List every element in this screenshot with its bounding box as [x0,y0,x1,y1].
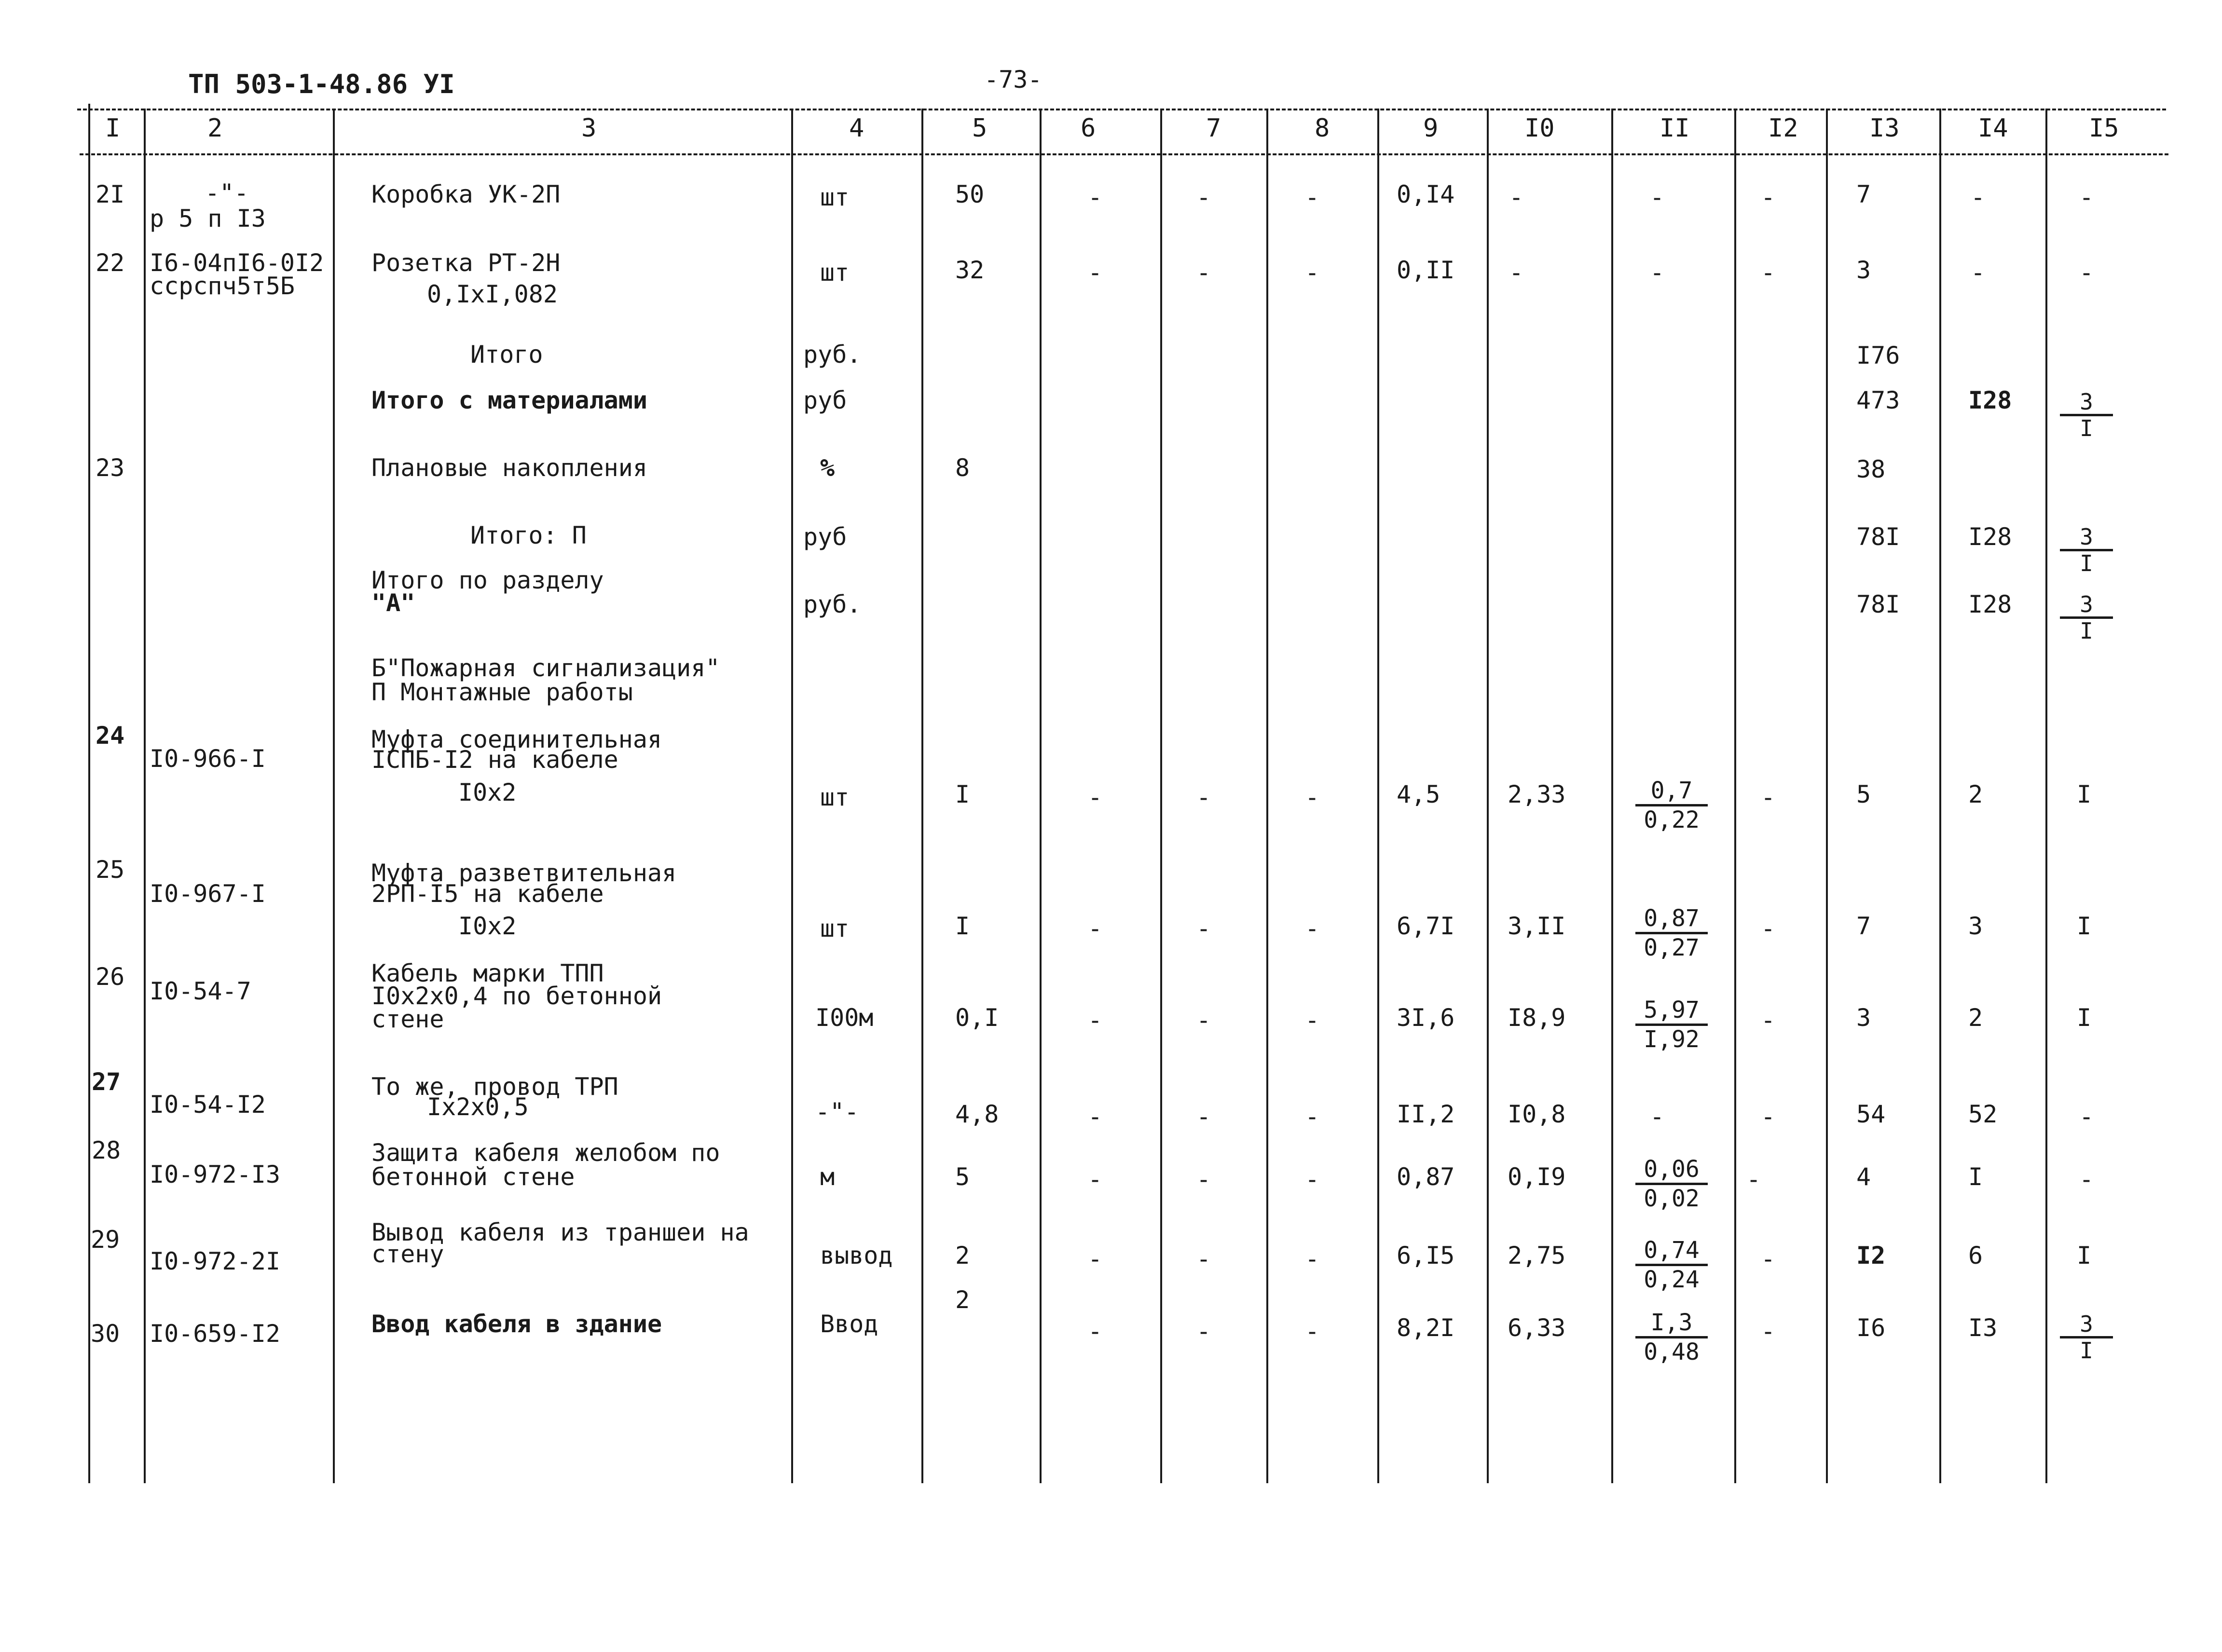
col-header-13: I3 [1869,114,1900,143]
col-header-1: I [105,114,121,143]
cell-c7: - [1196,1317,1211,1345]
cell-c15: I [2077,1004,2092,1032]
item-name: Розетка РТ-2Н [371,249,561,277]
section-title: Б"Пожарная сигнализация" [371,654,720,682]
item-name: Кабель марки ТПП [371,959,604,987]
column-rule [1734,109,1736,1483]
cell-c13: 3 [1856,1004,1871,1032]
numerator: 3 [2060,593,2113,619]
norm-code: I0-54-I2 [150,1091,266,1119]
cell-c14: I28 [1968,386,2012,414]
item-name: 2РП-I5 на кабеле [371,880,604,908]
item-name: I0х2х0,4 по бетонной [371,982,662,1010]
cell-c12: - [1761,259,1776,287]
cell-c7: - [1196,1006,1211,1034]
row-number: 30 [91,1320,120,1348]
cell-c13: 4 [1856,1163,1871,1191]
cell-c11-fraction [1635,1239,1708,1291]
cell-c10: 0,I9 [1508,1163,1566,1191]
column-rule [1040,109,1042,1483]
col-header-5: 5 [972,114,988,143]
column-rule [1487,109,1489,1483]
cell-c8: - [1305,1317,1320,1345]
item-name: I0х2 [458,912,517,940]
cell-c15: - [2079,259,2094,287]
item-name: Iх2х0,5 [427,1093,529,1121]
item-name: стене [371,1005,444,1033]
cell-c6: - [1088,915,1103,942]
cell-c13: I2 [1856,1242,1886,1270]
cell-c5: I [955,912,970,940]
item-name: Коробка УК-2П [371,180,561,208]
denominator: I [2080,415,2093,441]
col-header-9: 9 [1423,114,1439,143]
cell-c12: - [1761,915,1776,942]
cell-c13: 54 [1856,1100,1886,1128]
header-top-rule [77,109,2166,110]
cell-c8: - [1305,1006,1320,1034]
cell-c13: I6 [1856,1314,1886,1342]
cell-c9: 3I,6 [1397,1004,1455,1032]
cell-c15: I [2077,1242,2092,1270]
denominator: 0,27 [1644,934,1700,961]
row-number: 28 [92,1136,121,1164]
item-name: IСПБ-I2 на кабеле [371,746,618,774]
cell-c5: 8 [955,454,970,482]
cell-c14: I28 [1968,523,2012,551]
col-header-2: 2 [207,114,223,143]
unit: % [820,454,835,482]
cell-c12: - [1746,1165,1761,1193]
cell-c11-fraction [1635,1158,1708,1210]
row-number: 2I [96,180,125,208]
denominator: 0,48 [1644,1338,1700,1365]
denominator: I,92 [1644,1026,1700,1053]
cell-c7: - [1196,259,1211,287]
item-name: То же, провод ТРП [371,1073,618,1101]
cell-c8: - [1305,183,1320,211]
cell-c15: I [2077,912,2092,940]
cell-c14: I3 [1968,1314,1998,1342]
cell-c15-fraction [2060,526,2113,574]
norm-code: I0-972-2I [150,1247,280,1275]
row-number: 25 [96,856,125,884]
cell-c7: - [1196,1165,1211,1193]
cell-c9: 0,II [1397,256,1455,284]
norm-code: р 5 п I3 [150,205,266,232]
item-name: Вывод кабеля из траншеи на [371,1218,749,1246]
cell-c8: - [1305,783,1320,811]
cell-c12: - [1761,1317,1776,1345]
cell-c14: 3 [1968,912,1983,940]
cell-c12: - [1761,1006,1776,1034]
cell-c9: 4,5 [1397,780,1440,808]
item-name: стену [371,1240,444,1268]
unit: руб. [803,341,862,369]
col-header-10: I0 [1524,114,1555,143]
cell-c6: - [1088,1165,1103,1193]
cell-c5: 32 [955,256,985,284]
norm-code: ссрспч5т5Б [150,272,295,300]
cell-c5: 4,8 [955,1100,999,1128]
cell-c5: 2 [955,1286,970,1314]
col-header-4: 4 [849,114,864,143]
page-number: -73- [984,66,1042,94]
norm-code: I0-659-I2 [150,1320,280,1348]
cell-c15-fraction [2060,391,2113,439]
item-name: Защита кабеля желобом по [371,1139,720,1167]
unit: Ввод [820,1310,878,1338]
cell-c10: I8,9 [1508,1004,1566,1032]
cell-c8: - [1305,1103,1320,1131]
col-header-7: 7 [1206,114,1221,143]
item-name: "А" [371,589,415,617]
cell-c7: - [1196,1245,1211,1273]
header-bottom-rule [80,153,2168,155]
norm-code: I0-972-I3 [150,1160,280,1188]
item-name: Итого по разделу [371,566,604,594]
cell-c12: - [1761,183,1776,211]
cell-c13: 78I [1856,590,1900,618]
cell-c13: I76 [1856,341,1900,369]
cell-c5: 5 [955,1163,970,1191]
cell-c8: - [1305,915,1320,942]
column-rule [144,109,146,1483]
item-name: Плановые накопления [371,454,647,482]
cell-c5: 50 [955,180,985,208]
unit: руб [803,523,847,551]
cell-c11-fraction [1635,998,1708,1051]
unit: вывод [820,1242,893,1270]
col-header-3: 3 [581,114,597,143]
cell-c14: - [1971,259,1986,287]
unit: шт [820,183,850,211]
column-rule [2045,109,2047,1483]
cell-c6: - [1088,1006,1103,1034]
cell-c5: 2 [955,1242,970,1270]
numerator: 0,7 [1635,779,1708,806]
column-rule [791,109,793,1483]
column-rule [921,109,923,1483]
column-rule [1266,109,1268,1483]
denominator: I [2080,618,2093,644]
denominator: 0,24 [1644,1266,1700,1293]
row-number: 23 [96,454,125,482]
cell-c9: II,2 [1397,1100,1455,1128]
cell-c9: 6,7I [1397,912,1455,940]
cell-c15: - [2079,1165,2094,1193]
row-number: 24 [96,722,125,750]
column-rule [88,104,90,1483]
denominator: I [2080,550,2093,576]
cell-c7: - [1196,783,1211,811]
denominator: 0,02 [1644,1185,1700,1212]
cell-c12: - [1761,783,1776,811]
unit: шт [820,783,850,811]
item-name: Муфта разветвительная [371,859,677,887]
cell-c11: - [1650,259,1665,287]
cell-c14: 6 [1968,1242,1983,1270]
cell-c10: 3,II [1508,912,1566,940]
row-number: 22 [96,249,125,277]
column-rule [1939,109,1941,1483]
norm-code: -"- [205,179,249,207]
cell-c14: - [1971,183,1986,211]
numerator: 3 [2060,391,2113,416]
cell-c14: 52 [1968,1100,1998,1128]
numerator: 0,87 [1635,907,1708,934]
item-name: Муфта соединительная [371,725,662,753]
cell-c11-fraction [1635,1311,1708,1364]
numerator: 5,97 [1635,998,1708,1026]
numerator: 3 [2060,1313,2113,1338]
unit: -"- [815,1098,859,1126]
unit: шт [820,915,850,942]
cell-c9: 6,I5 [1397,1242,1455,1270]
cell-c9: 8,2I [1397,1314,1455,1342]
cell-c13: 3 [1856,256,1871,284]
cell-c7: - [1196,183,1211,211]
cell-c12: - [1761,1245,1776,1273]
cell-c14: I28 [1968,590,2012,618]
cell-c14: I [1968,1163,1983,1191]
column-rule [1160,109,1162,1483]
cell-c11-fraction [1635,779,1708,832]
numerator: 0,74 [1635,1239,1708,1266]
cell-c6: - [1088,1317,1103,1345]
cell-c15: I [2077,780,2092,808]
cell-c11-fraction [1635,907,1708,959]
cell-c15: - [2079,1103,2094,1131]
cell-c10: I0,8 [1508,1100,1566,1128]
cell-c10: - [1509,259,1524,287]
unit: шт [820,259,850,287]
row-number: 29 [91,1226,120,1254]
norm-code: I0-967-I [150,880,266,908]
cell-c12: - [1761,1103,1776,1131]
cell-c15-fraction [2060,1313,2113,1362]
column-rule [1611,109,1613,1483]
cell-c13: 7 [1856,180,1871,208]
cell-c13: 7 [1856,912,1871,940]
item-name: 0,IхI,082 [427,280,558,308]
col-header-15: I5 [2089,114,2119,143]
numerator: 3 [2060,526,2113,551]
denominator: I [2080,1338,2093,1364]
cell-c7: - [1196,1103,1211,1131]
cell-c5: 0,I [955,1004,999,1032]
cell-c6: - [1088,1245,1103,1273]
row-number: 26 [96,963,125,991]
item-name: бетонной стене [371,1163,575,1191]
cell-c6: - [1088,1103,1103,1131]
cell-c6: - [1088,183,1103,211]
cell-c13: 473 [1856,386,1900,414]
cell-c5: I [955,780,970,808]
item-name: I0х2 [458,778,517,806]
column-rule [1377,109,1379,1483]
item-name: Итого: П [470,521,587,549]
section-subtitle: П Монтажные работы [371,678,633,706]
norm-code: I0-966-I [150,745,266,773]
norm-code: I0-54-7 [150,977,251,1005]
unit: м [820,1163,835,1191]
unit: руб. [803,590,862,618]
numerator: 0,06 [1635,1158,1708,1185]
unit: руб [803,386,847,414]
cell-c9: 0,87 [1397,1163,1455,1191]
col-header-8: 8 [1315,114,1330,143]
column-rule [333,109,335,1483]
cell-c10: 6,33 [1508,1314,1566,1342]
cell-c10: 2,33 [1508,780,1566,808]
cell-c11: - [1650,1103,1665,1131]
cell-c6: - [1088,783,1103,811]
col-header-14: I4 [1978,114,2008,143]
cell-c8: - [1305,259,1320,287]
cell-c10: 2,75 [1508,1242,1566,1270]
cell-c6: - [1088,259,1103,287]
cell-c14: 2 [1968,1004,1983,1032]
cell-c9: 0,I4 [1397,180,1455,208]
col-header-12: I2 [1768,114,1798,143]
cell-c13: 5 [1856,780,1871,808]
denominator: 0,22 [1644,806,1700,833]
norm-code: I6-04пI6-0I2 [150,249,324,277]
document-code: ТП 503-1-48.86 УI [188,69,455,99]
column-rule [1826,109,1828,1483]
cell-c15-fraction [2060,593,2113,642]
cell-c15: - [2079,183,2094,211]
item-name: Ввод кабеля в здание [371,1310,662,1338]
item-name: Итого с материалами [371,386,647,414]
unit: I00м [815,1004,874,1032]
col-header-11: II [1660,114,1690,143]
cell-c13: 38 [1856,455,1886,483]
col-header-6: 6 [1081,114,1096,143]
cell-c14: 2 [1968,780,1983,808]
cell-c10: - [1509,183,1524,211]
numerator: I,3 [1635,1311,1708,1338]
cell-c8: - [1305,1245,1320,1273]
cell-c8: - [1305,1165,1320,1193]
cell-c7: - [1196,915,1211,942]
row-number: 27 [92,1068,121,1096]
item-name: Итого [470,341,543,369]
cell-c13: 78I [1856,523,1900,551]
cell-c11: - [1650,183,1665,211]
